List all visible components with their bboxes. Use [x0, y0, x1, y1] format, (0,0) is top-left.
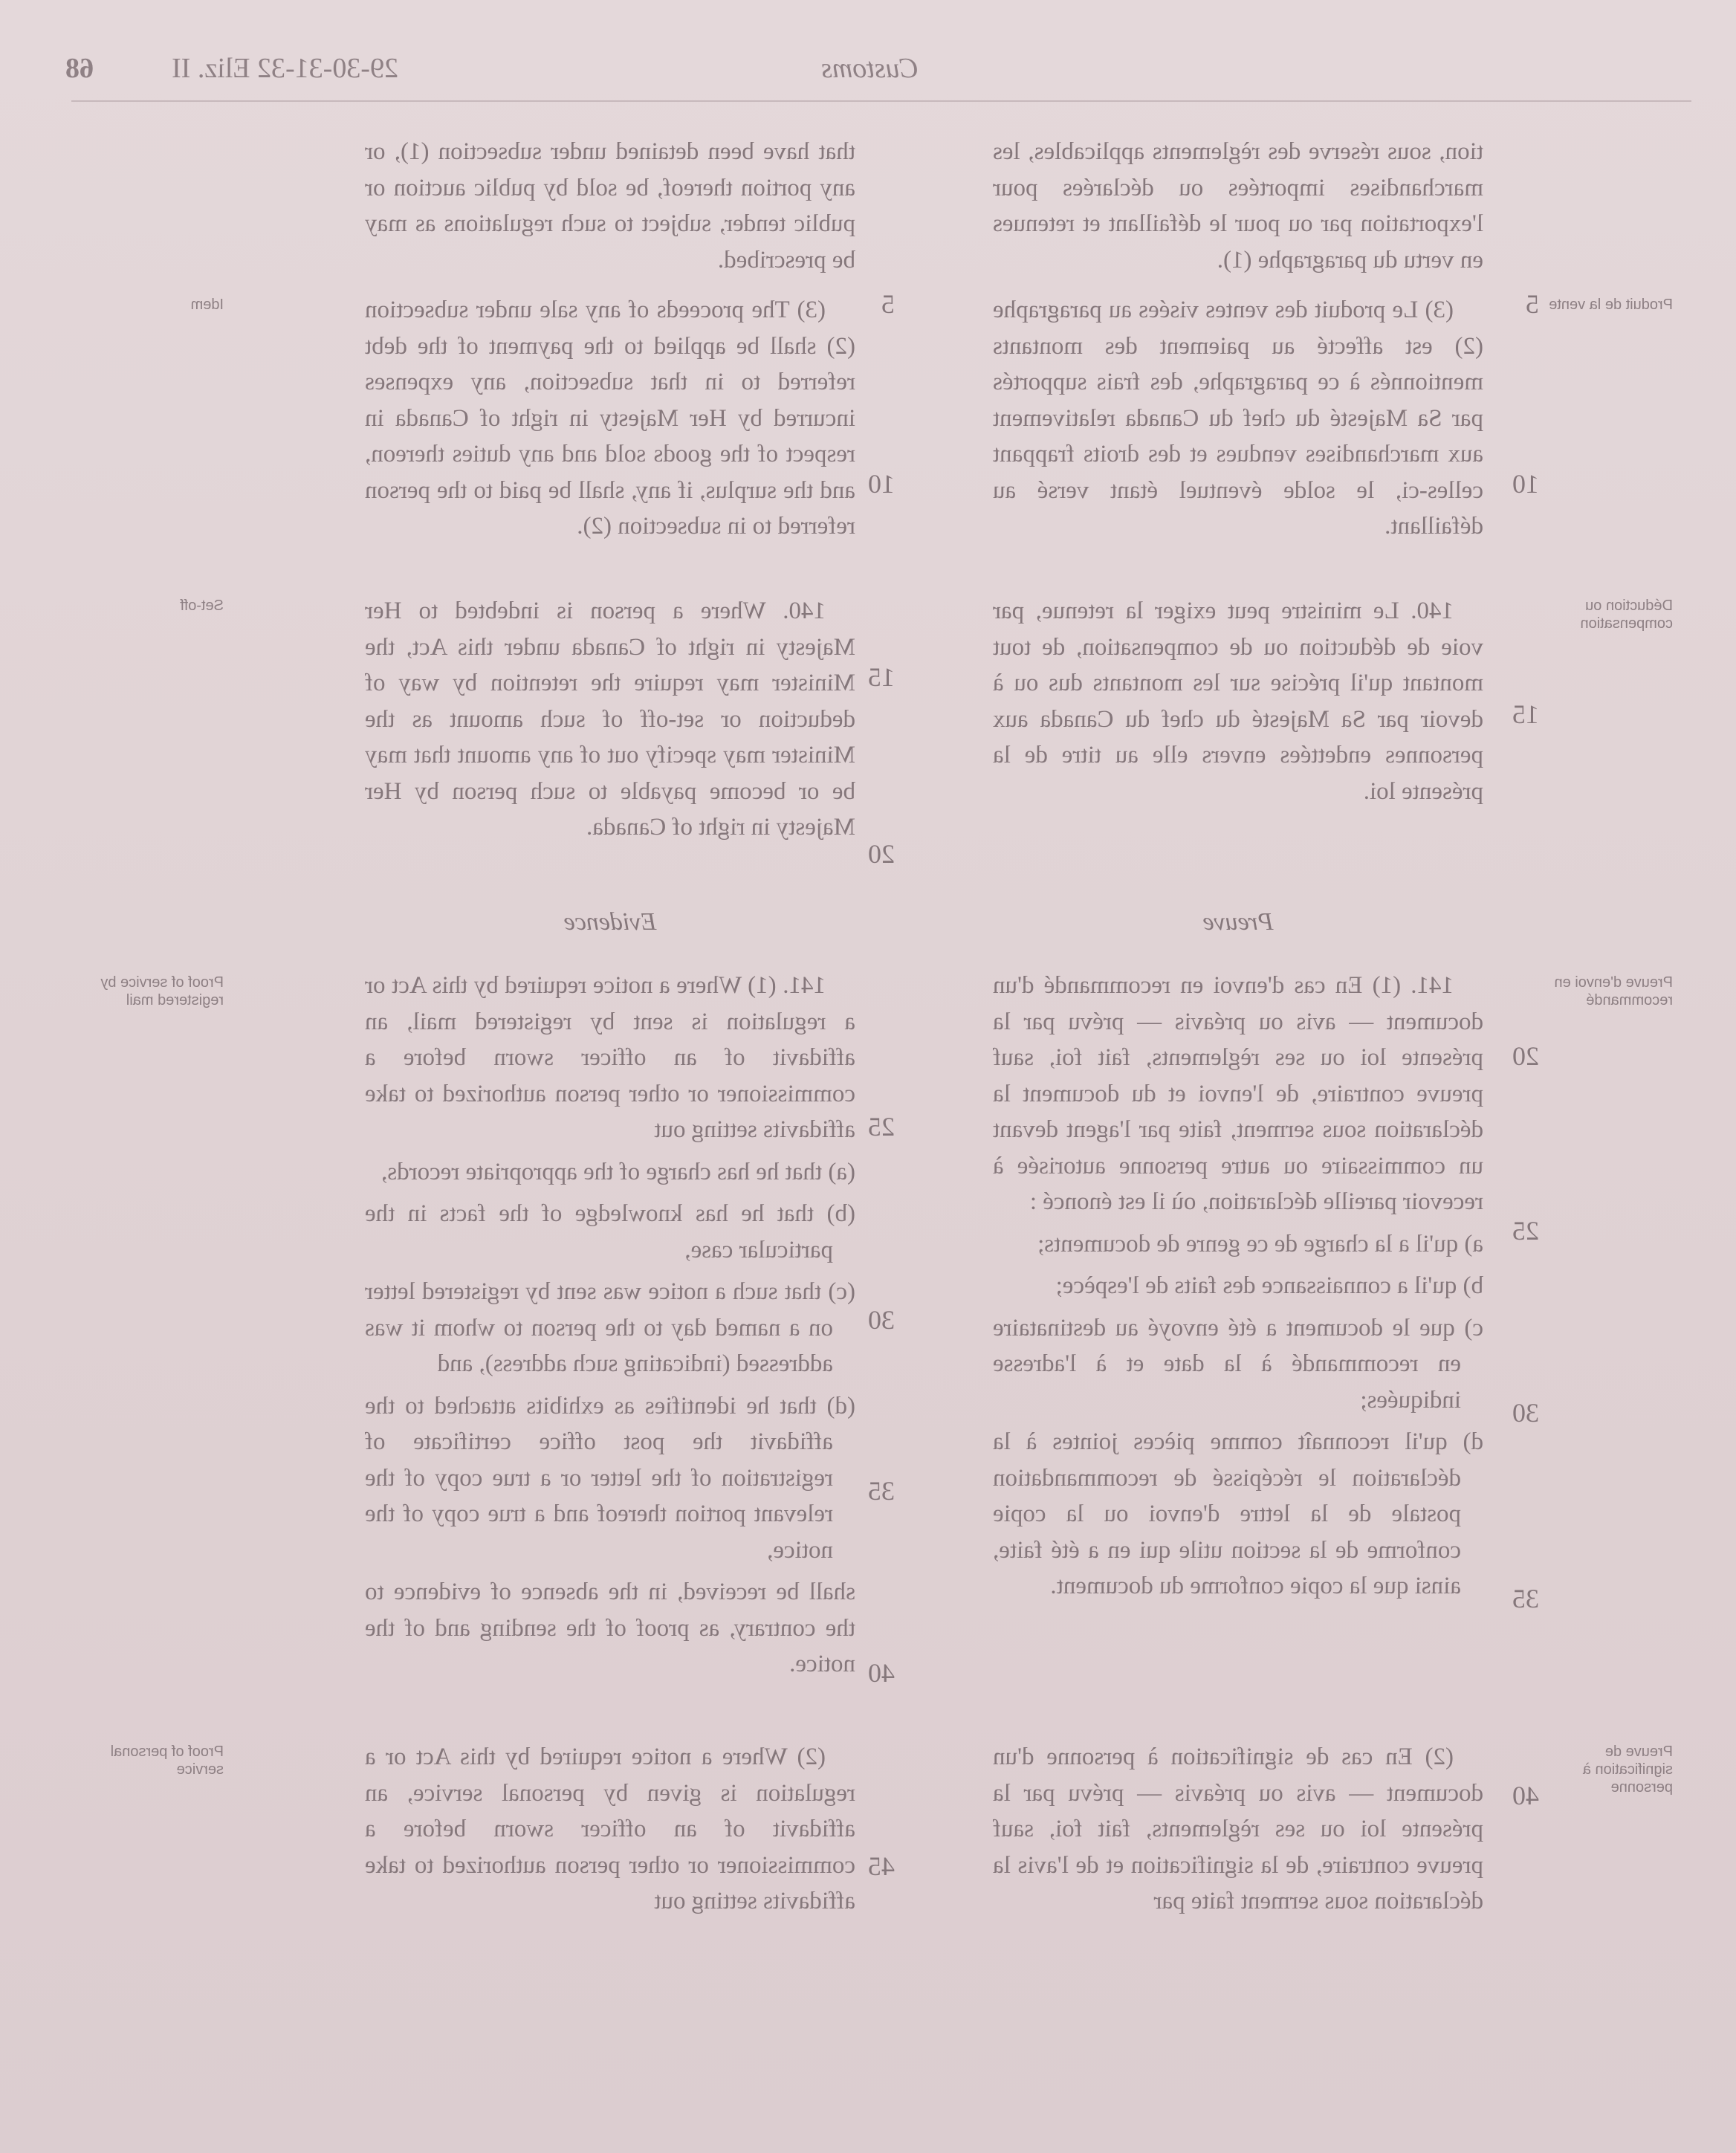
fr-item-b: b) qu'il a connaissance des faits de l'espèce; — [1055, 1272, 1483, 1299]
en-closing: shall be received, in the absence of evidence to the contrary, as proof of the sending and of the notice. — [365, 1579, 855, 1677]
fr-item-c: c) que le document a été envoyé au destinataire en recommandé à la date et à l'adresse indiquées; — [993, 1314, 1483, 1414]
running-head — [0, 52, 1736, 97]
line-number: 30 — [1512, 1398, 1539, 1428]
line-number: 20 — [1512, 1041, 1539, 1071]
line-number: 25 — [1512, 1216, 1539, 1246]
line-number: 10 — [1512, 469, 1539, 499]
margin-note-fr: Produit de la vente — [1549, 297, 1673, 313]
margin-note-en: Set-off — [180, 598, 224, 614]
en-paragraph-1: that have been detained under subsection (1), or any portion thereof, be sold by public auction or public tender, subject to such regulations as may be prescribed. — [365, 138, 855, 273]
en-paragraph-141-2: (2) Where a notice required by this Act or a regulation is given by personal service, an affidavit of an officer sworn before a commissioner or other person authorized to take affidavits setting out — [365, 1744, 855, 1914]
fr-paragraph-141: 141. (1) En cas d'envoi en recommandé d'un document — avis ou préavis — prévu par la présente loi ou ses règlements, fait foi, sauf preuve contraire, de l'envoi et du document la déclaration sous serment, faite par l'agent devant un commissaire ou autre personne autorisée à recevoir pareille déclaration, où il est énoncé : a) qu'il a la charge de ce genre de documents; b) qu'il a connaissance des faits de l'espèce; c) que le document a été envoyé au destinataire en recommandé à la date et à l'adresse indiquées; d) qu'il reconnaît comme pièces jointes à la déclaration le récépissé de recommandation postale de la lettre d'envoi ou la copie conforme de la section utile qui en a été faite, ainsi que la copie conforme du document. — [993, 968, 1483, 1605]
en-item-c: (c) that such a notice was sent by registered letter on a named day to the person to whom it was addressed (indicating such address), and — [365, 1278, 855, 1377]
en-section-heading: Evidence — [563, 908, 657, 936]
header-rule — [71, 100, 1691, 102]
fr-paragraph-1: tion, sous réserve des règlements applicables, les marchandises importées ou déclarées pour l'exportation par ou pour le défaillant et retenues en vertu du paragraphe (1). — [993, 138, 1483, 273]
margin-note-en: Proof of service by registered mail — [100, 974, 224, 1008]
en-paragraph-2: (3) The proceeds of any sale under subsection (2) shall be applied to the payment of the debt referred to in that subsection, any expenses incurred by Her Majesty in right of Canada in respect of the goods sold and any duties thereon, and the surplus, if any, shall be paid to the person referred to in subsection (2). — [365, 297, 855, 540]
line-number: 10 — [868, 469, 895, 499]
line-number: 40 — [1512, 1781, 1539, 1810]
fr-paragraph-141-2: (2) En cas de signification à personne d'un document — avis ou préavis — prévu par la présente loi ou ses règlements, fait foi, sauf preuve contraire, de la signification et de l'avis la déclaration sous serment faite par — [993, 1744, 1483, 1914]
line-number: 15 — [1512, 699, 1539, 729]
fr-paragraph-140: 140. Le ministre peut exiger la retenue, par voie de déduction ou de compensation, de tout montant qu'il précise sur les montants dus ou à devoir par Sa Majesté du chef du Canada aux personnes endettées envers elle au titre de la présente loi. — [993, 598, 1483, 805]
fr-section-heading: Preuve — [1202, 908, 1274, 936]
fr-paragraph-2: (3) Le produit des ventes visées au paragraphe (2) est affecté au paiement des montants mentionnés à ce paragraphe, des frais supportés par Sa Majesté du chef du Canada relativement aux marchandises vendues et des droits frappant celles-ci, le solde éventuel étant versé au défaillant. — [993, 297, 1483, 540]
page-title: Customs — [821, 53, 919, 84]
fr-item-d: d) qu'il reconnaît comme pièces jointes à la déclaration le récépissé de recommandation postale de la lettre d'envoi ou la copie conforme de la section utile qui en a été faite, ainsi que la copie conforme du document. — [993, 1428, 1483, 1599]
line-number: 5 — [1526, 289, 1539, 319]
en-item-b: (b) that he has knowledge of the facts in the particular case, — [365, 1200, 855, 1263]
en-paragraph-141: 141. (1) Where a notice required by this Act or a regulation is sent by registered mail, an affidavit of an officer sworn before a commissioner or other person authorized to take affidavits setting out (a) that he has charge of the appropriate records, (b) that he has knowledge of the facts in the particular case, (c) that such a notice was sent by registered letter on a named day to the person to whom it was addressed (indicating such address), and (d) that he identifies as exhibits attached to the affidavit the post office certificate of registration of the letter or a true copy of the relevant portion thereof and a true copy of the notice, shall be received, in the absence of evidence to the contrary, as proof of the sending and of the notice. — [365, 968, 855, 1683]
page-number: 68 — [65, 53, 94, 84]
margin-note-fr: Déduction ou compensation — [1580, 598, 1673, 632]
en-item-d: (d) that he identifies as exhibits attached to the affidavit the post office certificate of registration of the letter or a true copy of the relevant portion thereof and a true copy of the notice, — [365, 1392, 855, 1564]
line-number: 35 — [868, 1476, 895, 1506]
en-paragraph-140: 140. Where a person is indebted to Her Majesty in right of Canada under this Act, the Minister may require the retention by way of deduction or set-off of such amount as the Minister may specify out of any amount that may be or become payable to such person by Her Majesty in right of Canada. — [365, 598, 855, 841]
line-number: 5 — [881, 289, 895, 319]
margin-note-en: Idem — [190, 297, 224, 313]
margin-note-fr: Preuve d'envoi en recommandé — [1554, 974, 1673, 1008]
line-number: 40 — [868, 1658, 895, 1688]
line-number: 20 — [868, 839, 895, 869]
line-number: 30 — [868, 1305, 895, 1335]
margin-note-en: Proof of personal service — [110, 1744, 224, 1778]
line-number: 35 — [1512, 1584, 1539, 1613]
line-number: 45 — [868, 1851, 895, 1881]
line-number: 25 — [868, 1112, 895, 1142]
fr-item-a: a) qu'il a la charge de ce genre de documents; — [1037, 1230, 1483, 1257]
line-number: 15 — [868, 662, 895, 692]
margin-note-fr: Preuve de signification à personne — [1582, 1744, 1673, 1796]
en-item-a: (a) that he has charge of the appropriate records, — [380, 1158, 855, 1185]
regnal-year: 29-30-31-32 Eliz. II — [172, 53, 398, 84]
